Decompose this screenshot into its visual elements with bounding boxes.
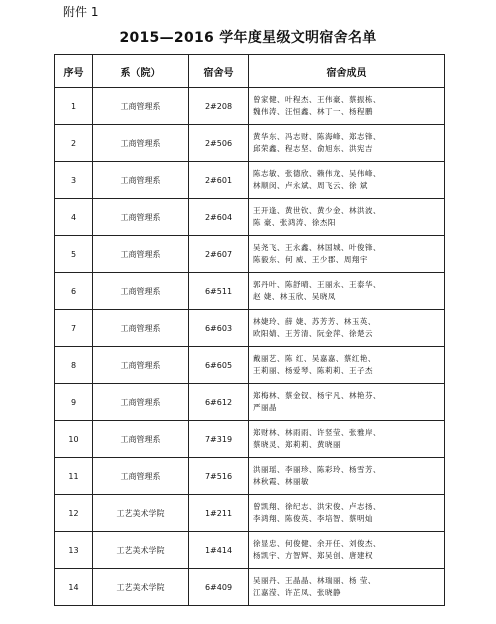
cell-members: 郑梅林、蔡金钗、杨宇凡、林艳芬、 严丽晶 [249,384,445,421]
cell-members: 陈志敏、张德欣、赖伟龙、吴伟峰、 林顺闵、卢永斌、周飞云、徐 斌 [249,162,445,199]
cell-members: 戴丽艺、陈 红、吴嘉嘉、蔡红艳、 王莉丽、杨爱琴、陈莉莉、王子杰 [249,347,445,384]
cell-department: 工艺美术学院 [93,569,189,606]
cell-department: 工商管理系 [93,162,189,199]
header-index: 序号 [55,55,93,88]
table-row [55,310,445,347]
cell-room: 6#603 [189,310,249,347]
table-row [55,162,445,199]
cell-index: 12 [55,495,93,532]
cell-members: 郭丹叶、陈舒晴、王丽永、王泰华、 赵 婕、林玉欣、吴晓凤 [249,273,445,310]
cell-room: 2#506 [189,125,249,162]
cell-room: 2#601 [189,162,249,199]
header-department: 系（院） [93,55,189,88]
cell-department: 工商管理系 [93,458,189,495]
cell-department: 工商管理系 [93,199,189,236]
table-row [55,347,445,384]
cell-room: 2#208 [189,88,249,125]
cell-department: 工商管理系 [93,384,189,421]
cell-room: 6#605 [189,347,249,384]
header-room: 宿舍号 [189,55,249,88]
cell-members: 王开逢、黄世钦、黄少金、林洪波、 陈 豪、张鸿涛、徐杰阳 [249,199,445,236]
cell-members: 吴尧飞、王永鑫、林国城、叶俊锋、 陈毅东、何 威、王少郡、周翔宇 [249,236,445,273]
table-row [55,421,445,458]
cell-members: 徐显忠、何俊健、余开任、刘俊杰、 杨凯宇、方智辉、郑吴创、唐建权 [249,532,445,569]
cell-members: 郑财林、林雨雨、许竖莹、张雅岸、 蔡晓灵、郑莉莉、黄晓丽 [249,421,445,458]
annex-label: 附件 1 [63,5,99,19]
cell-department: 工商管理系 [93,125,189,162]
header-members: 宿舍成员 [249,55,445,88]
cell-department: 工艺美术学院 [93,532,189,569]
table-row [55,88,445,125]
cell-index: 11 [55,458,93,495]
table-row [55,532,445,569]
cell-members: 林婕玲、薛 婕、苏芳芳、林玉英、 欧阳婧、王芳清、阮金萍、徐楚云 [249,310,445,347]
table-row [55,236,445,273]
cell-index: 6 [55,273,93,310]
document-title: 2015—2016 学年度星级文明宿舍名单 [119,30,377,46]
cell-department: 工商管理系 [93,236,189,273]
cell-index: 4 [55,199,93,236]
cell-department: 工商管理系 [93,310,189,347]
table-body [55,88,445,606]
table-row [55,199,445,236]
cell-room: 7#319 [189,421,249,458]
cell-department: 工商管理系 [93,347,189,384]
cell-members: 曾家健、叶程杰、王伟豪、蔡振栋、 魏伟涛、汪恒鑫、林丁一、杨程鹏 [249,88,445,125]
table-header-row [55,55,445,88]
cell-room: 6#612 [189,384,249,421]
cell-room: 1#414 [189,532,249,569]
cell-department: 工商管理系 [93,88,189,125]
cell-room: 7#516 [189,458,249,495]
cell-members: 吴丽丹、王晶晶、林瑞丽、杨 莹、 江嘉滢、许芷凤、张晓静 [249,569,445,606]
dormitory-table [54,54,445,606]
cell-index: 1 [55,88,93,125]
table-row [55,569,445,606]
cell-index: 3 [55,162,93,199]
cell-index: 10 [55,421,93,458]
cell-members: 黄华东、冯志财、陈海峰、郑志锋、 邱荣鑫、程志坚、俞旭东、洪宪吉 [249,125,445,162]
cell-index: 2 [55,125,93,162]
cell-room: 1#211 [189,495,249,532]
cell-department: 工商管理系 [93,421,189,458]
cell-room: 2#607 [189,236,249,273]
cell-room: 6#409 [189,569,249,606]
table-row [55,125,445,162]
table-row [55,384,445,421]
cell-department: 工艺美术学院 [93,495,189,532]
cell-room: 2#604 [189,199,249,236]
cell-index: 7 [55,310,93,347]
table-row [55,495,445,532]
cell-index: 5 [55,236,93,273]
cell-index: 8 [55,347,93,384]
cell-members: 洪丽瑶、李丽珍、陈彩玲、杨雪芳、 林秋霞、林丽敏 [249,458,445,495]
table-row [55,273,445,310]
cell-index: 14 [55,569,93,606]
table-row [55,458,445,495]
cell-department: 工商管理系 [93,273,189,310]
cell-members: 曾凯翔、徐纪志、洪宋俊、卢志扬、 李鸿翔、陈俊英、李培智、蔡明灿 [249,495,445,532]
cell-room: 6#511 [189,273,249,310]
cell-index: 9 [55,384,93,421]
cell-index: 13 [55,532,93,569]
